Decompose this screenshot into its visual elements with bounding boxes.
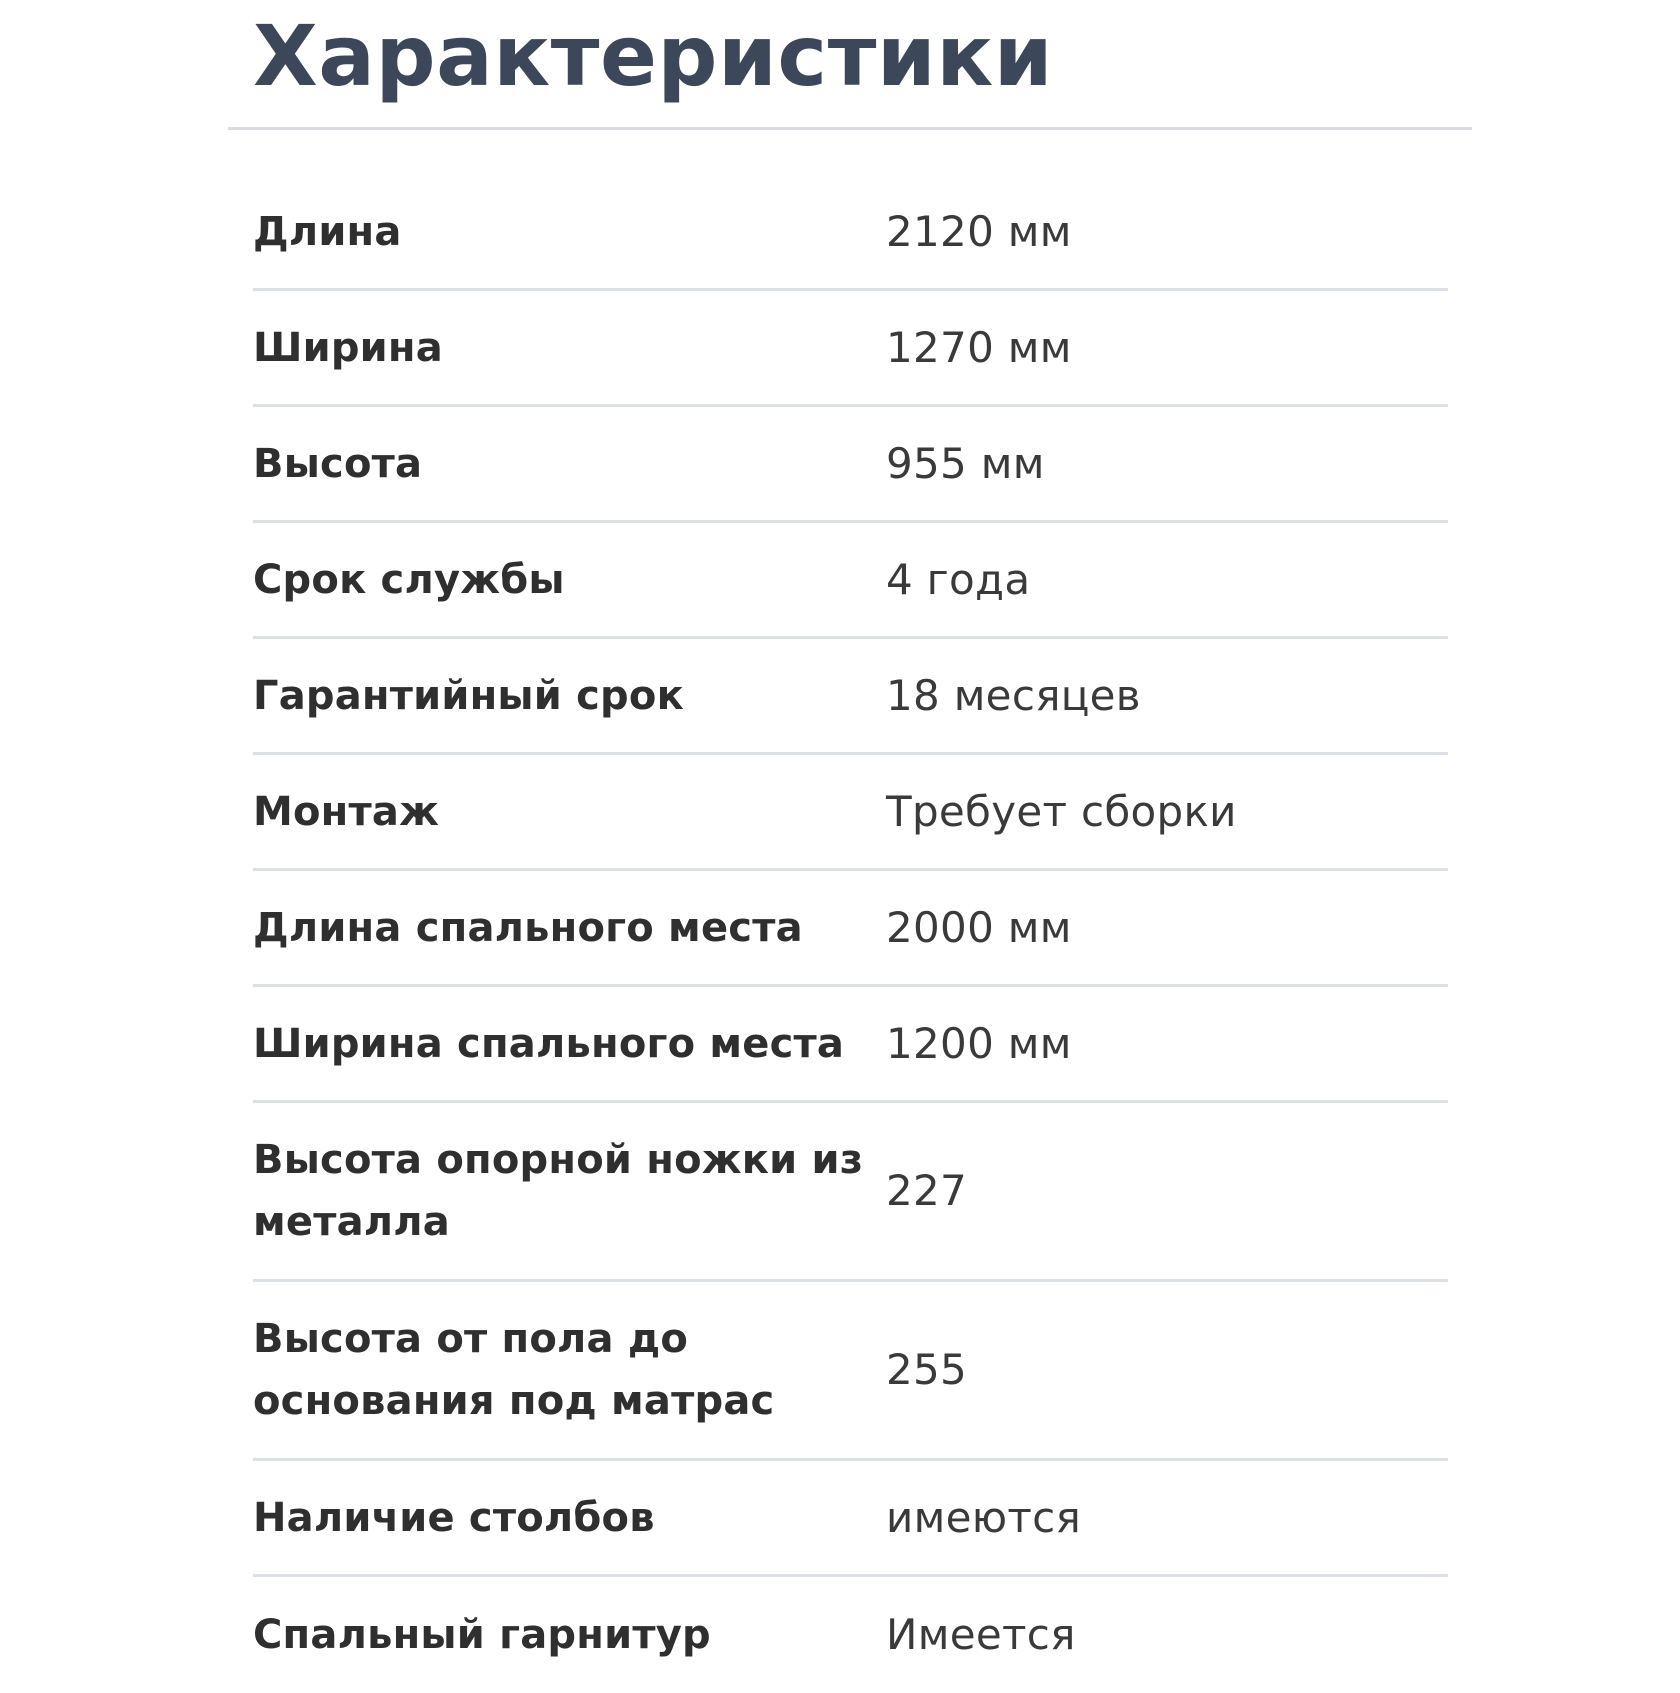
spec-value: 955 мм — [886, 438, 1045, 488]
spec-label: Гарантийный срок — [253, 672, 684, 719]
spec-row — [253, 175, 1448, 291]
page-title: Характеристики — [253, 7, 1054, 105]
spec-value: 1270 мм — [886, 322, 1072, 372]
spec-label: Длина — [253, 208, 402, 255]
spec-value: 255 — [886, 1345, 968, 1394]
spec-row — [253, 1103, 1448, 1282]
spec-label: Срок службы — [253, 556, 565, 603]
spec-row — [253, 987, 1448, 1103]
spec-label: Ширина — [253, 324, 443, 371]
spec-value: имеются — [886, 1492, 1082, 1542]
specs-table — [253, 175, 1448, 1693]
spec-label: Длина спального места — [253, 904, 803, 951]
spec-row — [253, 291, 1448, 407]
spec-row — [253, 871, 1448, 987]
spec-row — [253, 407, 1448, 523]
spec-value: 2120 мм — [886, 206, 1072, 256]
spec-label: Высота от пола до основания под матрас — [253, 1316, 775, 1424]
spec-row — [253, 1461, 1448, 1577]
spec-label: Высота — [253, 440, 423, 487]
spec-value: Имеется — [886, 1610, 1076, 1659]
spec-row — [253, 1282, 1448, 1461]
spec-value: 1200 мм — [886, 1018, 1072, 1068]
spec-value: 227 — [886, 1166, 968, 1215]
spec-value: 18 месяцев — [886, 670, 1141, 720]
spec-row — [253, 755, 1448, 871]
spec-label: Спальный гарнитур — [253, 1612, 711, 1658]
spec-value: 4 года — [886, 554, 1031, 604]
spec-label: Монтаж — [253, 788, 440, 835]
spec-row — [253, 523, 1448, 639]
spec-value: 2000 мм — [886, 902, 1072, 952]
spec-value: Требует сборки — [886, 786, 1237, 836]
spec-row — [253, 639, 1448, 755]
title-divider — [228, 127, 1472, 130]
spec-row — [253, 1577, 1448, 1693]
spec-label: Ширина спального места — [253, 1020, 845, 1067]
spec-label: Высота опорной ножки из металла — [253, 1137, 864, 1245]
spec-label: Наличие столбов — [253, 1494, 655, 1541]
